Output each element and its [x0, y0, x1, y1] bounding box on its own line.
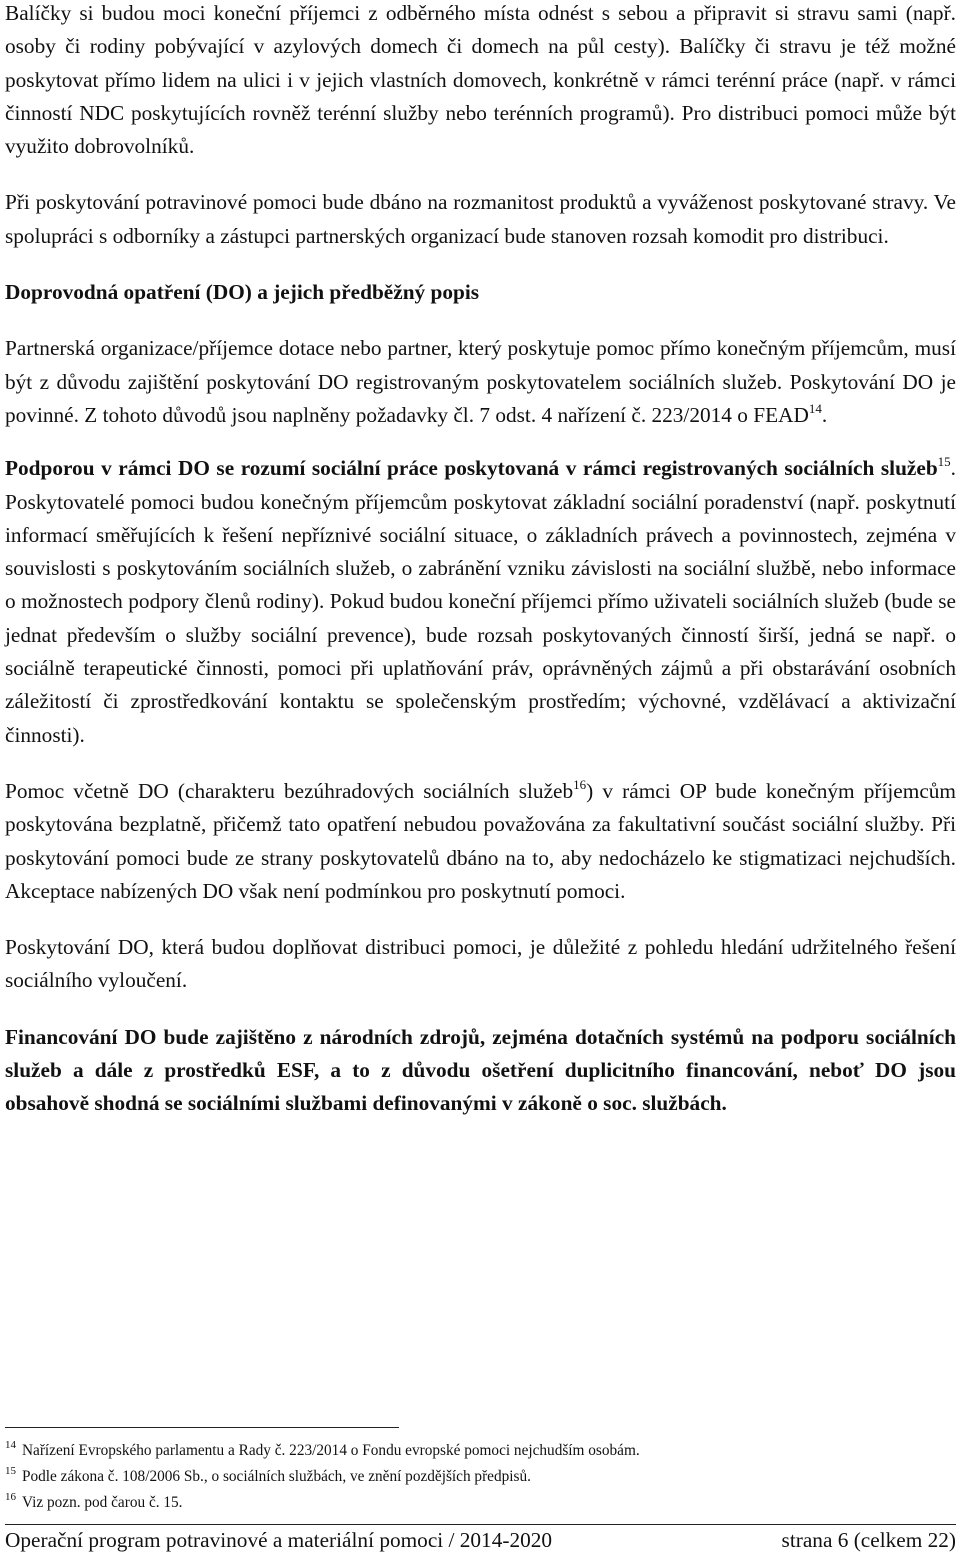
paragraph-food-variety: Při poskytování potravinové pomoci bude dbáno na rozmanitost produktů a vyváženost poskytované stravy. Ve spolupráci s odborníky a zástupci partnerských organizací bude stanoven rozsah komodit pro distribuci.	[5, 190, 956, 248]
footnote-ref-15[interactable]: 15	[937, 454, 951, 470]
paragraph-distribution: Balíčky si budou moci koneční příjemci z odběrného místa odnést s sebou a připravit si stravu sami (např. osoby či rodiny pobývající v azylových domech či domech na půl cesty). Balíčky či stravu je též možné poskytovat přímo lidem na ulici i v jejich vlastních domovech, konkrétně v rámci terénní práce (např. v rámci činností NDC poskytujících rovněž terénní služby nebo terénních programů). Pro distribuci pomoci může být využito dobrovolníků.	[5, 1, 956, 159]
document-page	[5, 0, 956, 1557]
footnotes	[5, 1427, 956, 1516]
body-text	[5, 0, 956, 1121]
paragraph-partner-organization: Partnerská organizace/příjemce dotace nebo partner, který poskytuje pomoc přímo konečným příjemcům, musí být z důvodu zajištění poskytování DO registrovaným poskytovatelem sociálních služeb. Poskytování DO je povinné. Z tohoto důvodů jsou naplněny požadavky čl. 7 odst. 4 nařízení č. 223/2014 o FEAD$^{14}$.	[5, 336, 956, 427]
paragraph-free-assistance: Pomoc včetně DO (charakteru bezúhradových sociálních služeb$^{16}$) v rámci OP bude konečným příjemcům poskytována bezplatně, přičemž tato opatření nebudou považována za fakultativní součást sociální služby. Při poskytování pomoci bude ze strany poskytovatelů dbáno na to, aby nedocházelo ke stigmatizaci nejchudších. Akceptace nabízených DO však není podmínkou pro poskytnutí pomoci.	[5, 776, 956, 903]
page-number: strana 6 (celkem 22)	[781, 1528, 956, 1552]
footnote-divider	[5, 1427, 399, 1428]
footnote-ref-14[interactable]: 14	[808, 400, 822, 416]
paragraph-financing: Financování DO bude zajištěno z národních zdrojů, zejména dotačních systémů na podporu sociálních služeb a dále z prostředků ESF, a to z důvodu ošetření duplicitního financování, neboť DO jsou obsahově shodná se sociálními službami definovanými v zákoně o soc. službách.	[5, 1024, 956, 1116]
paragraph-sustainability: Poskytování DO, která budou doplňovat distribuci pomoci, je důležité z pohledu hledání udržitelného řešení sociálního vyloučení.	[5, 935, 956, 993]
footnote-14: $^{14}$ Nařízení Evropského parlamentu a Rady č. 223/2014 o Fondu evropské pomoci nejchudším osobám.	[5, 1439, 640, 1459]
footnote-15: $^{15}$ Podle zákona č. 108/2006 Sb., o sociálních službách, ve znění pozdějších předpisů.	[5, 1465, 531, 1485]
footer-title: Operační program potravinové a materiální pomoci / 2014-2020	[5, 1528, 553, 1552]
section-heading: Doprovodná opatření (DO) a jejich předběžný popis	[5, 280, 480, 305]
paragraph-support-scope: Podporou v rámci DO se rozumí sociální práce poskytovaná v rámci registrovaných sociálních služeb$^{15}$. Poskytovatelé pomoci budou konečným příjemcům poskytovat základní sociální poradenství (např. poskytnutí informací směřujících k řešení nepříznivé sociální situace, o základních právech a povinnostech, zejména v souvislosti s poskytováním sociálních služeb, o zabránění vzniku závislosti na sociální službě, nebo informace o možnostech podpory členů rodiny). Pokud budou koneční příjemci přímo uživateli sociálních služeb (bude se jednat především o služby sociální prevence), bude rozsah poskytovaných činností širší, jedná se např. o sociálně terapeutické činnosti, pomoci při uplatňování práv, oprávněných zájmů a při obstarávání osobních záležitostí či zprostředkování kontaktu se společenským prostředím; výchovné, vzdělávací a aktivizační činnosti).	[5, 454, 956, 747]
page-footer	[5, 1524, 956, 1555]
footnote-ref-16[interactable]: 16	[573, 776, 587, 792]
footnote-16: $^{16}$ Viz pozn. pod čarou č. 15.	[5, 1491, 183, 1511]
